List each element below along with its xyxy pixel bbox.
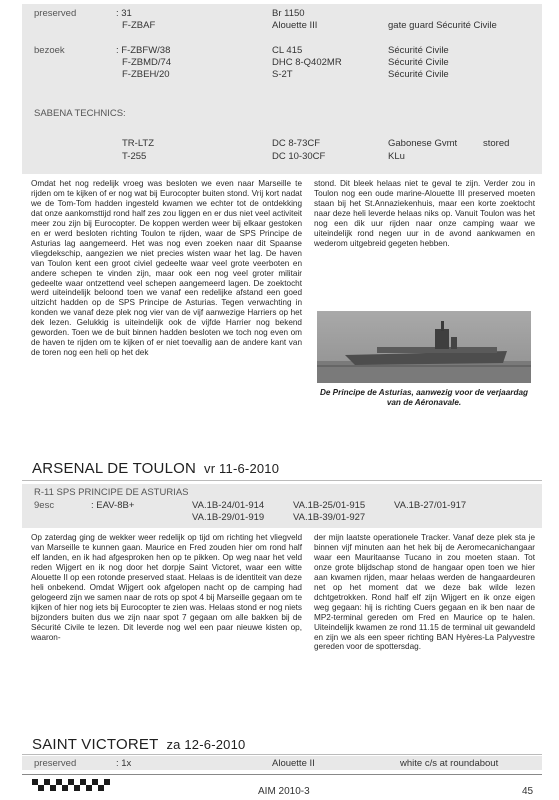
top-row-4-reg: F-ZBMD/74 xyxy=(122,57,172,68)
article-1-right-text: stond. Dit bleek helaas niet te geval te zijn. Verder zou in Toulon nog een oude marine-Alouette III preserved moeten staan bij het St.Annaziekenhuis, maar een korte zoektocht naar deze heli leverde helaas niks op. Vanuit Toulon was het nog een dik uur rijden naar onze camping waar we uiteindelijk rond negen uur in de avond aankwamen en wederom uitgebreid gegeten hebben. xyxy=(314,179,535,248)
arsenal-serial-5: VA.1B-39/01-927 xyxy=(293,512,366,523)
sabena-row-1-status: stored xyxy=(483,138,510,149)
top-row-4-type: DHC 8-Q402MR xyxy=(272,57,342,68)
top-row-4-note: Sécurité Civile xyxy=(388,57,449,68)
article-2-right-text: der mijn laatste operationele Tracker. Vanaf deze plek sta je binnen vijf minuten aan het hek bij de Aeromecanichangaar waar een Mauritaanse Tucano in zou moeten staan. Tot onze grote blijdschap stond de hangaar open toen we hier aan kwamen rijden, maar helaas werden de hangaardeuren net op het moment dat we deze bak wilde lezen dchtgetrokken. Rond half elf zijn Wijgert en ik onze eigen weg gegaan: hij is richting Cuers gegaan en ik ben naar de MP2-terminal gereden om Fred en Maurice op te halen. Uiteindelijk kwamen ze rond 11.15 de terminal uit gewandeld en zijn we als een speer richting BAN Hyères-La Palyvestre gereden voor de spottersdag. xyxy=(314,533,535,652)
top-row-3-label: bezoek xyxy=(34,45,65,56)
saint-victoret-label: preserved xyxy=(34,758,77,769)
saint-victoret-count: : 1x xyxy=(116,758,132,769)
arsenal-serial-1: VA.1B-24/01-914 xyxy=(192,500,265,511)
checkered-flag-decoration xyxy=(32,779,110,795)
sabena-row-1-reg: TR-LTZ xyxy=(122,138,155,149)
article-1-right-column xyxy=(314,179,535,249)
sabena-row-1-type: DC 8-73CF xyxy=(272,138,321,149)
top-row-3-note: Sécurité Civile xyxy=(388,45,449,56)
arsenal-ship-label: R-11 SPS PRINCIPE DE ASTURIAS xyxy=(34,487,189,498)
top-row-5-note: Sécurité Civile xyxy=(388,69,449,80)
section-title-saint-victoret xyxy=(32,736,245,753)
section-title-saint-victoret-text: SAINT VICTORET xyxy=(32,736,159,753)
section-divider-arsenal xyxy=(22,480,542,481)
photo-caption: De Principe de Asturias, aanwezig voor de verjaardag van de Aéronavale. xyxy=(319,388,529,407)
footer-publication: AIM 2010-3 xyxy=(258,786,310,797)
saint-victoret-type: Alouette II xyxy=(272,758,315,769)
arsenal-serial-4: VA.1B-29/01-919 xyxy=(192,512,265,523)
page-number: 45 xyxy=(522,786,534,797)
article-1-left-column xyxy=(31,179,302,358)
top-row-2-type: Alouette III xyxy=(272,20,318,31)
top-row-2-reg: F-ZBAF xyxy=(122,20,156,31)
top-row-1-reg: : 31 xyxy=(116,8,132,19)
article-2-right-column xyxy=(314,533,535,652)
article-2-left-text: Op zaterdag ging de wekker weer redelijk op tijd om richting het vliegveld van Marseille te kunnen gaan. Maurice en Fred zouden hier om rond half elf landen, en ik had afgesproken hen op te pikken. Op weg naar het veld reden Wijgert en ik nog door het dorpje Saint Victoret, waar een witte Alouette II op een rotonde preserved staat. Helaas is de identiteit van deze heli onbekend. Omdat Wijgert ook afgelopen nacht op de camping had gelogeerd zijn we samen naar de rots op spot 4 bij Marseille gegaan om te kijken of hier nog iets bij Eurocopter te zien was. Helaas stond er nog niets bijzonders buiten dus we zijn naar spot 7 gegaan om alle bakken bij de Sécurité Civile te lezen. Dit leverde nog wel een paar nieuwe kisten op, waaron- xyxy=(31,533,302,642)
article-2-left-column xyxy=(31,533,302,642)
section-title-arsenal-text: ARSENAL DE TOULON xyxy=(32,460,197,477)
ship-photo xyxy=(317,311,531,383)
sabena-row-2-type: DC 10-30CF xyxy=(272,151,326,162)
sabena-row-1-operator: Gabonese Gvmt xyxy=(388,138,458,149)
top-row-5-type: S-2T xyxy=(272,69,293,80)
top-row-1-type: Br 1150 xyxy=(272,8,305,19)
arsenal-unit: 9esc xyxy=(34,500,55,511)
sabena-row-2-operator: KLu xyxy=(388,151,405,162)
sabena-row-2-reg: T-255 xyxy=(122,151,147,162)
arsenal-serial-3: VA.1B-27/01-917 xyxy=(394,500,467,511)
section-title-arsenal xyxy=(32,460,279,477)
top-row-3-reg: : F-ZBFW/38 xyxy=(116,45,171,56)
sabena-label: SABENA TECHNICS: xyxy=(34,108,126,119)
arsenal-type: : EAV-8B+ xyxy=(91,500,135,511)
section-date-saint-victoret: za 12-6-2010 xyxy=(166,737,246,752)
top-row-2-note: gate guard Sécurité Civile xyxy=(388,20,497,31)
arsenal-serial-2: VA.1B-25/01-915 xyxy=(293,500,366,511)
saint-victoret-note: white c/s at roundabout xyxy=(400,758,499,769)
top-row-3-type: CL 415 xyxy=(272,45,303,56)
section-date-arsenal: vr 11-6-2010 xyxy=(204,461,280,476)
top-row-1-label: preserved xyxy=(34,8,77,19)
footer-rule xyxy=(22,774,542,775)
section-divider-saint-victoret xyxy=(22,754,542,755)
article-1-left-text: Omdat het nog redelijk vroeg was besloten we even naar Marseille te rijden om te kijken of er nog wat bij Eurocopter buiten stond. Vrij kort nadat we de Tom-Tom hadden ingesteld kwamen we echter tot de ontdekking dat onze aankomsttijd rond half zes zou liggen en er dus niet veel activiteit meer zou zijn bij Eurocopter. De koppen werden weer bij elkaar gestoken en er werd besloten richting Toulon te rijden, waar de SPS Principe de Asturias lag aangemeerd. Het was nog even zoeken naar dit Spaanse vliegdekschip, aangezien we niet precies wisten waar het lag. De haven van Toulon kent een groot civiel gedeelte waar veel grote veerboten en andere schepen te vinden zijn, maar ook een nog veel groter militair gedeelte waar ontzettend veel schepen aangemeerd lagen. De zoektocht werd uiteindelijk beloond toen we vanaf een redelijke afstand een goed uitzicht hadden op de SPS Principe de Asturias. Tegen verwachting in konden we vanaf deze plek nog vier van de vijf aanwezige Harriers op het dek lezen. Gelukkig is uiteindelijk ook de vijfde Harrier nog bekend geworden. Toen we de buit binnen hadden besloten we toch nog even om de haven te rijden om te kijken of er niet toevallig aan de andere kant van de toren nog een heli op het dek xyxy=(31,179,302,358)
top-row-5-reg: F-ZBEH/20 xyxy=(122,69,170,80)
